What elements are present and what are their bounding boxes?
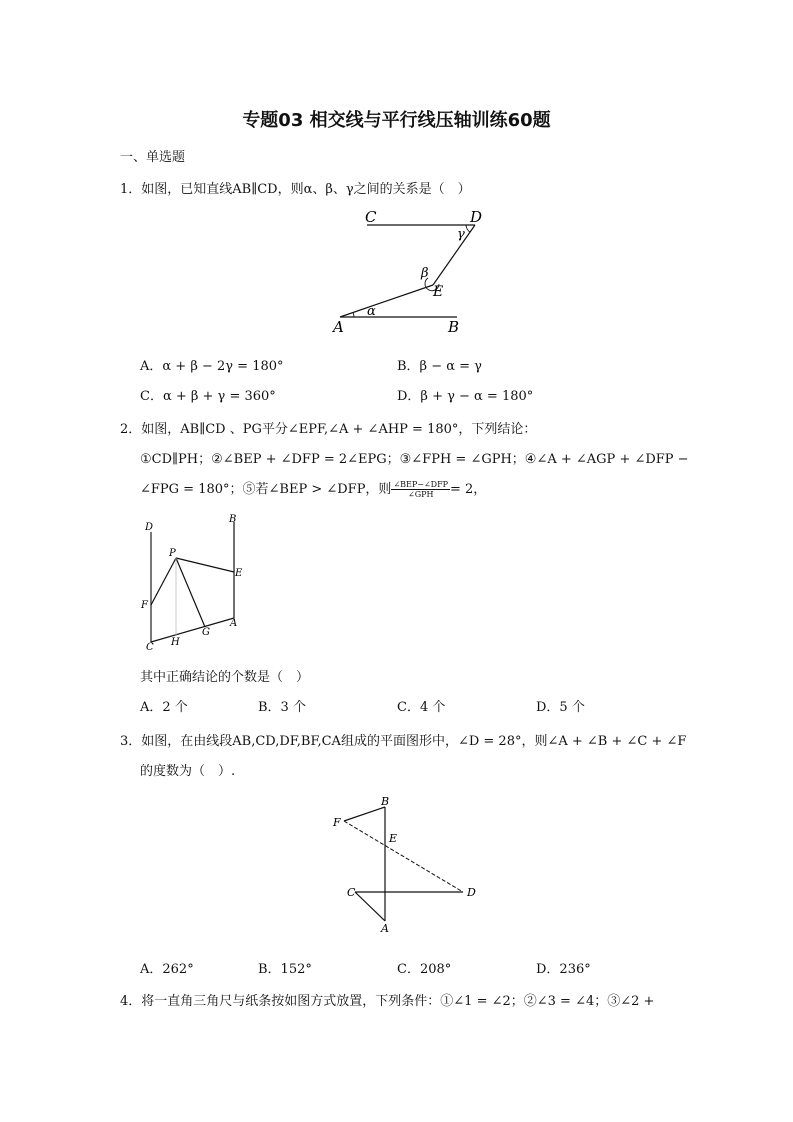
label-p: P	[169, 548, 176, 559]
segment-fb	[344, 807, 385, 821]
label-c: C	[347, 886, 356, 899]
label-c: C	[146, 642, 154, 650]
q3-option-b[interactable]: B．152°	[258, 962, 312, 977]
section-heading: 一、单选题	[120, 150, 186, 165]
q2-fraction-denominator: ∠GPH	[407, 490, 434, 499]
q3-stem-line2: 的度数为（ ）.	[140, 764, 236, 779]
label-g: G	[202, 627, 210, 638]
q2-figure	[138, 510, 253, 650]
label-d: D	[470, 208, 483, 226]
label-c: C	[365, 208, 377, 226]
q2-fraction	[391, 480, 450, 499]
label-h: H	[171, 637, 180, 648]
q3-stem: 3．如图，在由线段AB,CD,DF,BF,CA组成的平面图形中，∠D = 28°，则∠A + ∠B + ∠C + ∠F	[120, 734, 687, 749]
q1-option-a[interactable]: A．α + β − 2γ = 180°	[140, 359, 284, 374]
q2-line3-b: = 2，	[450, 482, 487, 497]
segment-fd	[344, 821, 463, 892]
segment-pg	[176, 558, 205, 627]
q3-option-c[interactable]: C．208°	[397, 962, 452, 977]
segment-pe	[176, 558, 234, 572]
q3-option-d[interactable]: D．236°	[536, 962, 591, 977]
q1-option-c[interactable]: C．α + β + γ = 360°	[140, 389, 276, 404]
segment-pf	[151, 558, 176, 605]
label-f: F	[141, 600, 148, 611]
q2-line3-a: ∠FPG = 180°；⑤若∠BEP > ∠DFP，则	[140, 482, 392, 497]
q2-conclusions-line2	[140, 478, 486, 499]
q1-option-d[interactable]: D．β + γ − α = 180°	[397, 389, 534, 404]
label-e: E	[433, 284, 444, 300]
label-alpha: α	[367, 304, 376, 319]
label-d: D	[145, 522, 154, 533]
label-a: A	[333, 318, 344, 336]
q3-figure	[330, 795, 480, 935]
label-f: F	[333, 816, 341, 829]
q2-option-b[interactable]: B．3 个	[258, 700, 306, 715]
segment-de	[433, 225, 475, 285]
label-b: B	[381, 795, 390, 808]
label-gamma: γ	[457, 227, 465, 242]
page-title: 专题03 相交线与平行线压轴训练60题	[242, 110, 551, 131]
q4-stem: 4．将一直角三角尺与纸条按如图方式放置，下列条件：①∠1 = ∠2；②∠3 = ∠4；③∠2 +	[120, 994, 655, 1009]
q2-option-c[interactable]: C．4 个	[397, 700, 446, 715]
q1-option-b[interactable]: B．β − α = γ	[397, 359, 482, 374]
label-b: B	[229, 514, 237, 525]
q2-option-a[interactable]: A．2 个	[140, 700, 188, 715]
label-e: E	[235, 568, 243, 579]
q1-stem: 1．如图，已知直线AB∥CD，则α、β、γ之间的关系是（ ）	[120, 182, 471, 197]
segment-ca	[151, 618, 234, 642]
label-a: A	[381, 922, 389, 935]
label-d: D	[467, 886, 476, 899]
q2-conclusions-line1: ①CD∥PH；②∠BEP + ∠DFP = 2∠EPG；③∠FPH = ∠GPH；④∠A + ∠AGP + ∠DFP −	[140, 452, 689, 467]
segment-ea	[340, 285, 433, 317]
q2-fraction-numerator: ∠BEP−∠DFP	[393, 480, 448, 489]
label-b: B	[448, 318, 460, 336]
q3-option-a[interactable]: A．262°	[140, 962, 194, 977]
q2-question: 其中正确结论的个数是（ ）	[140, 670, 310, 685]
q2-stem: 2．如图，AB∥CD 、PG平分∠EPF,∠A + ∠AHP = 180°，下列结论：	[120, 422, 537, 437]
label-a: A	[230, 618, 238, 629]
label-e: E	[389, 832, 398, 845]
segment-ca	[355, 892, 385, 921]
q2-option-d[interactable]: D．5 个	[536, 700, 585, 715]
q1-figure	[325, 205, 495, 340]
label-beta: β	[421, 266, 429, 281]
angle-gamma-arc	[466, 225, 470, 232]
